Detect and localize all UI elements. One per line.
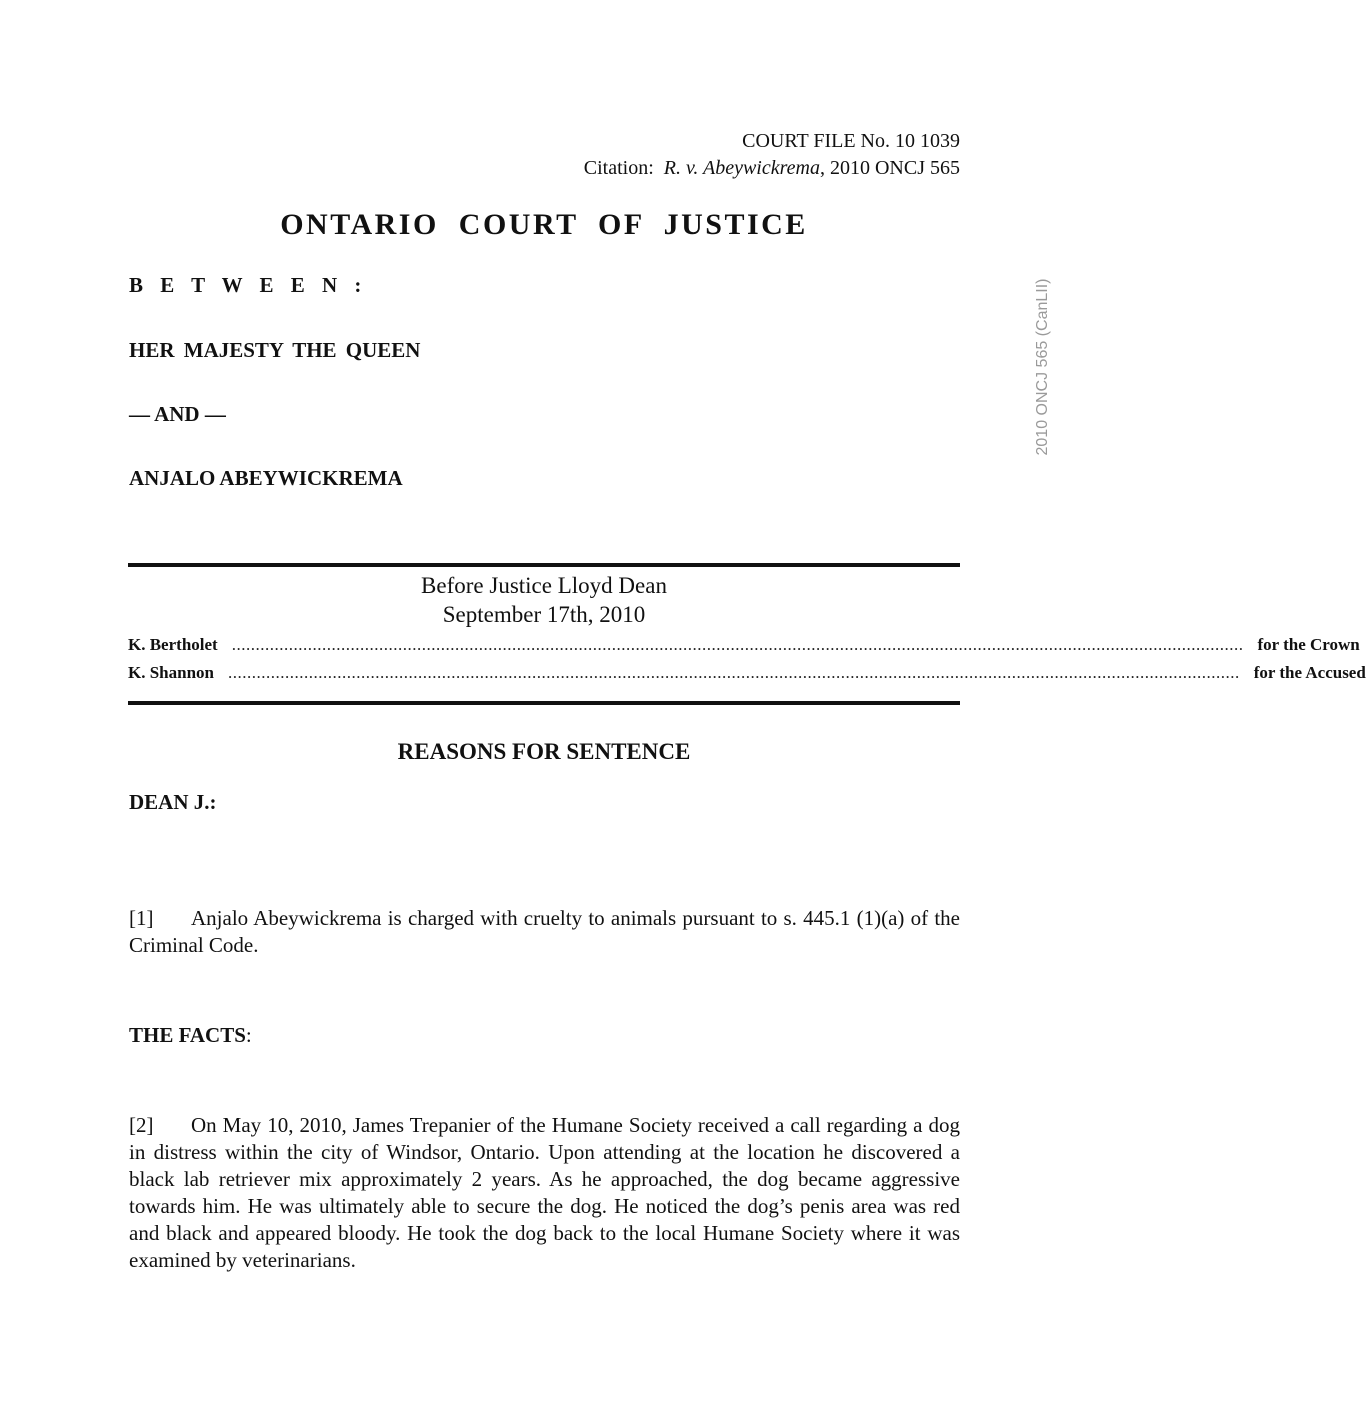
before-judge: Before Justice Lloyd Dean bbox=[421, 573, 667, 598]
party-accused: ANJALO ABEYWICKREMA bbox=[129, 466, 403, 490]
paragraph-number: [1] bbox=[129, 906, 154, 930]
divider-top bbox=[128, 563, 960, 567]
dot-leader: ..................................................................................................................................................................................................................... bbox=[231, 635, 1244, 654]
counsel-role: for the Crown bbox=[1257, 635, 1360, 654]
facts-heading bbox=[129, 1023, 252, 1048]
hearing-date: September 17th, 2010 bbox=[442, 602, 646, 627]
dot-leader: ..................................................................................................................................................................................................................... bbox=[228, 663, 1240, 682]
canlii-watermark: 2010 ONCJ 565 (CanLII) bbox=[1034, 278, 1051, 456]
counsel-row-crown bbox=[128, 635, 1360, 655]
counsel-name: K. Shannon bbox=[128, 663, 214, 682]
counsel-role: for the Accused bbox=[1253, 663, 1366, 682]
judge-heading: DEAN J.: bbox=[129, 790, 217, 814]
facts-heading-colon: : bbox=[245, 1023, 252, 1047]
case-header bbox=[584, 128, 960, 182]
party-plaintiff: HER MAJESTY THE QUEEN bbox=[129, 338, 421, 362]
paragraph-2 bbox=[129, 1112, 960, 1274]
and-separator: — AND — bbox=[129, 402, 226, 426]
citation-label: Citation: bbox=[583, 157, 654, 179]
paragraph-text: On May 10, 2010, James Trepanier of the Humane Society received a call regarding a dog in distress within the city of Windsor, Ontario. Upon attending at the location he discovered a black lab retriever mix approximately 2 years. As he approached, the dog became aggressive towards him. He was ultimately able to secure the dog. He noticed the dog’s penis area was red and black and appeared bloody. He took the dog back to the local Humane Society where it was examined by veterinarians. bbox=[129, 1113, 960, 1272]
paragraph-number: [2] bbox=[129, 1113, 154, 1137]
counsel-row-accused bbox=[128, 663, 1366, 683]
paragraph-text: Anjalo Abeywickrema is charged with cruelty to animals pursuant to s. 445.1 (1)(a) of the Criminal Code. bbox=[129, 906, 960, 957]
citation bbox=[584, 155, 960, 182]
facts-heading-text: THE FACTS bbox=[129, 1023, 246, 1047]
between-label: B E T W E E N : bbox=[129, 273, 368, 297]
citation-reference: , 2010 ONCJ 565 bbox=[819, 157, 960, 179]
counsel-name: K. Bertholet bbox=[128, 635, 218, 654]
paragraph-1 bbox=[129, 905, 960, 959]
divider-bottom bbox=[128, 701, 960, 705]
before-block bbox=[128, 571, 960, 629]
court-file-number: COURT FILE No. 10 1039 bbox=[742, 130, 960, 152]
section-title: REASONS FOR SENTENCE bbox=[397, 739, 691, 764]
court-name: ONTARIO COURT OF JUSTICE bbox=[280, 208, 808, 241]
citation-case-name: R. v. Abeywickrema bbox=[663, 157, 820, 179]
